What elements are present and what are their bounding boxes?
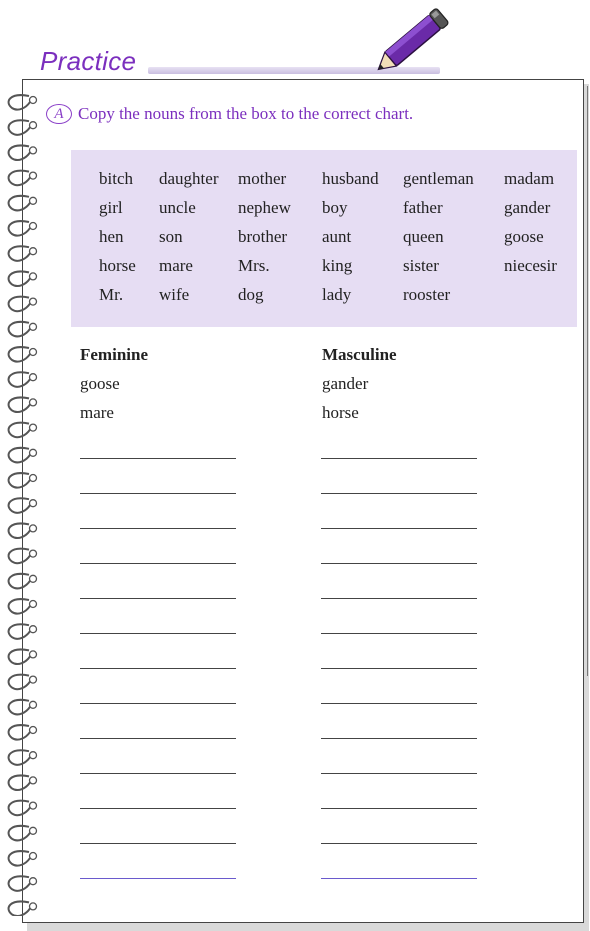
feminine-blank-line xyxy=(80,493,236,494)
exercise-badge: A xyxy=(46,104,72,124)
masculine-blank-line xyxy=(321,493,477,494)
spiral-ring xyxy=(9,523,37,538)
feminine-entry: mare xyxy=(80,403,114,422)
spiral-ring xyxy=(9,347,37,362)
spiral-ring xyxy=(9,95,37,110)
noun-word: nephew xyxy=(238,198,291,217)
spiral-binding xyxy=(2,86,42,916)
noun-word: bitch xyxy=(99,169,133,188)
spiral-ring xyxy=(9,498,37,513)
noun-word: Mr. xyxy=(99,285,124,304)
noun-word: king xyxy=(322,256,353,275)
noun-word: queen xyxy=(403,227,444,246)
spiral-ring xyxy=(9,372,37,387)
noun-word: father xyxy=(403,198,443,217)
spiral-ring xyxy=(9,725,37,740)
masculine-entry: gander xyxy=(322,374,369,393)
spiral-ring xyxy=(9,448,37,463)
spiral-ring xyxy=(9,221,37,236)
spiral-ring xyxy=(9,473,37,488)
masculine-blank-line xyxy=(321,563,477,564)
spiral-ring xyxy=(9,322,37,337)
feminine-blank-line xyxy=(80,458,236,459)
spiral-ring xyxy=(9,171,37,186)
spiral-ring xyxy=(9,801,37,816)
spiral-ring xyxy=(9,649,37,664)
masculine-blank-line xyxy=(321,668,477,669)
spiral-ring xyxy=(9,876,37,891)
masculine-blank-line xyxy=(321,773,477,774)
noun-word: madam xyxy=(504,169,555,188)
spiral-ring xyxy=(9,901,37,916)
noun-word: sister xyxy=(403,256,439,275)
spiral-ring xyxy=(9,574,37,589)
spiral-ring xyxy=(9,297,37,312)
masculine-blank-line xyxy=(321,703,477,704)
spiral-ring xyxy=(9,549,37,564)
masculine-blank-line xyxy=(321,738,477,739)
pencil-icon xyxy=(370,0,460,80)
masculine-blank-line xyxy=(321,633,477,634)
masculine-blank-line xyxy=(321,878,477,879)
spiral-ring xyxy=(9,750,37,765)
feminine-blank-line xyxy=(80,843,236,844)
noun-word: brother xyxy=(238,227,288,246)
feminine-entry: goose xyxy=(80,374,120,393)
instruction xyxy=(46,104,413,124)
masculine-blank-line xyxy=(321,458,477,459)
noun-word: horse xyxy=(99,256,136,275)
noun-word: mare xyxy=(159,256,193,275)
spiral-ring xyxy=(9,196,37,211)
noun-word: husband xyxy=(322,169,379,188)
noun-word: son xyxy=(159,227,183,246)
feminine-blank-line xyxy=(80,598,236,599)
feminine-blank-line xyxy=(80,668,236,669)
spiral-ring xyxy=(9,700,37,715)
noun-word: boy xyxy=(322,198,348,217)
spiral-ring xyxy=(9,826,37,841)
noun-word: rooster xyxy=(403,285,451,304)
spiral-ring xyxy=(9,246,37,261)
feminine-heading: Feminine xyxy=(80,345,148,364)
noun-word: wife xyxy=(159,285,190,304)
spiral-ring xyxy=(9,145,37,160)
masculine-heading: Masculine xyxy=(322,345,397,364)
spiral-ring xyxy=(9,423,37,438)
spiral-ring xyxy=(9,397,37,412)
noun-word: girl xyxy=(99,198,123,217)
noun-word: gentleman xyxy=(403,169,474,188)
feminine-blank-line xyxy=(80,878,236,879)
feminine-blank-line xyxy=(80,528,236,529)
paper-edge xyxy=(583,86,588,676)
spiral-ring xyxy=(9,675,37,690)
masculine-blank-line xyxy=(321,843,477,844)
spiral-ring xyxy=(9,851,37,866)
page-title: Practice xyxy=(40,46,137,76)
feminine-blank-line xyxy=(80,563,236,564)
masculine-blank-line xyxy=(321,598,477,599)
instruction-text: Copy the nouns from the box to the correct chart. xyxy=(78,104,414,123)
noun-word: mother xyxy=(238,169,287,188)
noun-word: niecesir xyxy=(504,256,557,275)
feminine-blank-line xyxy=(80,703,236,704)
noun-word: gander xyxy=(504,198,551,217)
masculine-entry: horse xyxy=(322,403,359,422)
masculine-blank-line xyxy=(321,528,477,529)
spiral-ring xyxy=(9,599,37,614)
feminine-blank-line xyxy=(80,738,236,739)
noun-word: aunt xyxy=(322,227,352,246)
spiral-ring xyxy=(9,271,37,286)
noun-word: uncle xyxy=(159,198,196,217)
feminine-blank-line xyxy=(80,808,236,809)
spiral-ring xyxy=(9,624,37,639)
feminine-blank-line xyxy=(80,773,236,774)
noun-word: goose xyxy=(504,227,544,246)
feminine-blank-line xyxy=(80,633,236,634)
noun-word: daughter xyxy=(159,169,219,188)
masculine-blank-line xyxy=(321,808,477,809)
noun-word: Mrs. xyxy=(238,256,270,275)
noun-word: lady xyxy=(322,285,352,304)
noun-word: hen xyxy=(99,227,124,246)
spiral-ring xyxy=(9,120,37,135)
noun-word: dog xyxy=(238,285,264,304)
word-box xyxy=(71,150,577,327)
spiral-ring xyxy=(9,775,37,790)
